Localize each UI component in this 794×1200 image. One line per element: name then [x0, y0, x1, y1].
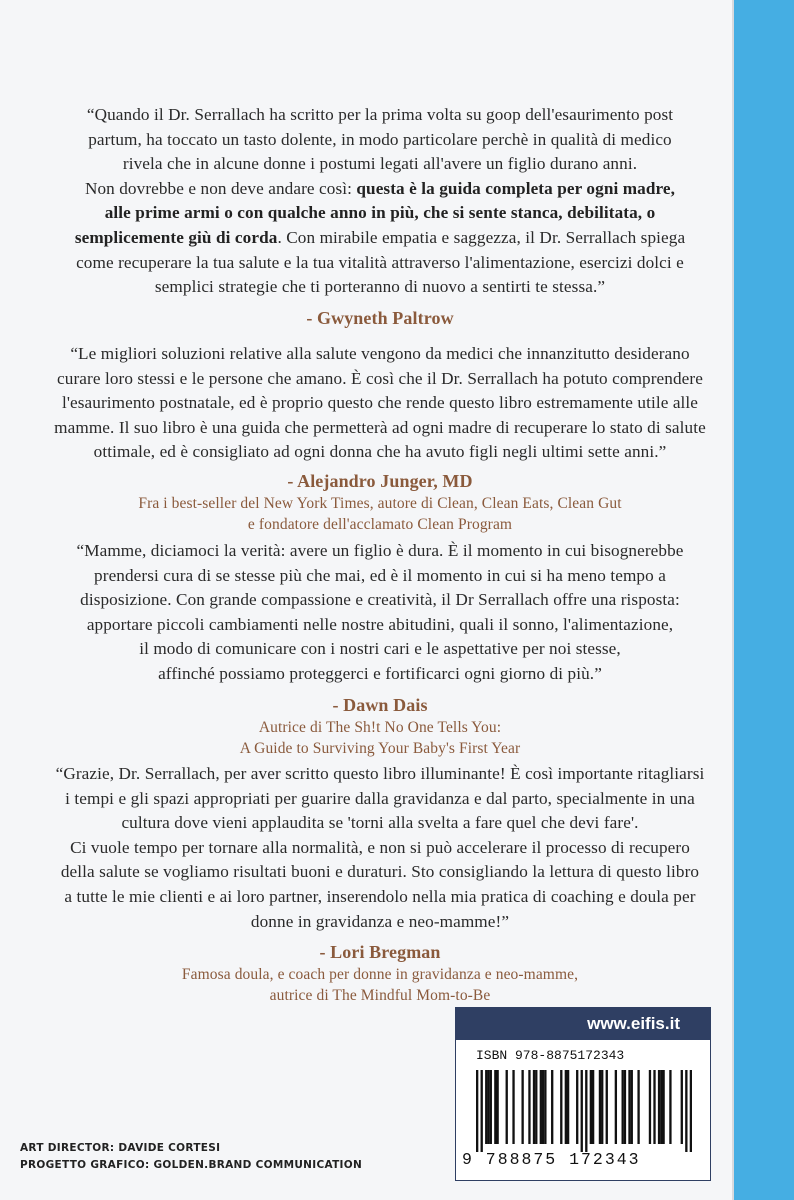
quote-line: Non dovrebbe e non deve andare così:: [84, 178, 357, 198]
testimonial-quote: [30, 539, 730, 687]
barcode-bar: [658, 1070, 660, 1144]
barcode-bar: [542, 1070, 544, 1144]
barcode-bar: [494, 1070, 496, 1144]
quote-line: della salute se vogliamo risultati buoni e duraturi. Sto consigliando la lettura di questo libro: [60, 862, 700, 882]
barcode-bar: [681, 1070, 683, 1144]
quote-line: a tutte le mie clienti e ai loro partner, inserendolo nella mia pratica di coaching e doula per: [64, 886, 696, 906]
quote-line: come recuperare la tua salute e la tua vitalità attraverso l'alimentazione, esercizi dolci e: [76, 252, 684, 272]
isbn-box: [455, 1007, 711, 1181]
quote-line: i tempi e gli spazi appropriati per guarire dalla gravidanza e dal parto, specialmente in una: [65, 788, 695, 808]
barcode-bar: [631, 1070, 633, 1144]
quote-emphasis: alle prime armi o con qualche anno in più, che si sente stanca, debilitata, o: [104, 203, 656, 223]
barcode-bar: [690, 1070, 692, 1152]
testimonial-quote: [30, 342, 730, 465]
quote-line: mamme. Il suo libro è una guida che permetterà ad ogni madre di recuperare lo stato di salute: [54, 417, 706, 437]
quote-line: prendersi cura di se stesse più che mai, ed è il momento in cui si ha meno tempo a: [94, 565, 666, 585]
barcode-bar: [565, 1070, 567, 1144]
quote-line: semplici strategie che ti porteranno di nuovo a sentirti te stessa.”: [154, 277, 606, 297]
design-credit: PROGETTO GRAFICO: GOLDEN.BRAND COMMUNICATION: [20, 1159, 363, 1171]
barcode-bar: [590, 1070, 592, 1144]
barcode-bar: [485, 1070, 487, 1144]
testimonial-paltrow: [30, 103, 730, 330]
barcode-bar: [653, 1070, 655, 1144]
barcode-bar: [660, 1070, 662, 1144]
quote-line: . Con mirabile empatia e saggezza, il Dr. Serrallach spiega: [277, 227, 686, 247]
quote-line: il modo di comunicare con i nostri cari e le aspettative per noi stesse,: [139, 639, 621, 659]
quote-line: l'esaurimento postnatale, ed è proprio questo che rende questo libro estremamente utile alle: [61, 393, 699, 413]
quote-line: “Grazie, Dr. Serrallach, per aver scritto questo libro illuminante! È così importante ritagliarsi: [55, 764, 705, 783]
barcode-bar: [622, 1070, 624, 1144]
quote-line: disposizione. Con grande compassione e creatività, il Dr Serrallach offre una risposta:: [80, 590, 680, 610]
testimonial-quote: [30, 762, 730, 934]
barcode-bar: [628, 1070, 630, 1144]
quote-line: “Mamme, diciamoci la verità: avere un figlio è dura. È il momento in cui bisognerebbe: [76, 541, 684, 560]
barcode-bar: [601, 1070, 603, 1144]
quote-line: Ci vuole tempo per tornare alla normalità, e non si può accelerare il processo di recupero: [70, 837, 690, 857]
author-role: Autrice di The Sh!t No One Tells You:: [258, 718, 502, 736]
barcode-bar: [669, 1070, 671, 1144]
barcode-bar: [490, 1070, 492, 1144]
quote-line: cultura dove vieni applaudita se 'torni alla svelta a fare quel che devi fare'.: [121, 813, 639, 833]
barcode-bar: [585, 1070, 587, 1152]
quote-line: donne in gravidanza e neo-mamme!”: [250, 911, 510, 931]
barcode-bar: [592, 1070, 594, 1144]
barcode-bar: [560, 1070, 562, 1144]
barcode-bar: [606, 1070, 608, 1144]
quote-line: curare loro stessi e le persone che amano. È così che il Dr. Serrallach ha potuto comprendere: [57, 368, 703, 388]
barcode-bar: [567, 1070, 569, 1144]
quote-line: affinché possiamo proteggerci e fortificarci ogni giorno di più.”: [158, 663, 602, 683]
author-role: autrice di The Mindful Mom-to-Be: [269, 987, 491, 1005]
barcode: [476, 1070, 692, 1152]
quote-line: rivela che in alcune donne i postumi legati all'avere un figlio durano anni.: [122, 154, 638, 174]
barcode-bar: [624, 1070, 626, 1144]
barcode-bar: [615, 1070, 617, 1144]
author-role: A Guide to Surviving Your Baby's First Year: [239, 739, 521, 757]
author-role: Famosa doula, e coach per donne in gravidanza e neo-mamme,: [181, 966, 579, 984]
testimonial-author: - Dawn Dais: [332, 694, 428, 715]
publisher-website: www.eifis.it: [456, 1008, 710, 1040]
quote-line: partum, ha toccato un tasto dolente, in modo particolare perchè in qualità di medico: [88, 129, 672, 149]
barcode-bar: [533, 1070, 535, 1144]
barcode-bar: [540, 1070, 542, 1144]
barcode-bar: [506, 1070, 508, 1144]
book-spine: [734, 0, 794, 1200]
barcode-bar: [512, 1070, 514, 1144]
quote-emphasis: semplicemente giù di corda: [74, 227, 278, 247]
barcode-number: 9 788875 172343: [462, 1150, 641, 1169]
quote-line: apportare piccoli cambiamenti nelle nostre abitudini, quali il sonno, l'alimentazione,: [86, 614, 674, 634]
barcode-bar: [581, 1070, 583, 1152]
barcode-bar: [551, 1070, 553, 1144]
barcode-bar: [649, 1070, 651, 1144]
quote-line: ottimale, ed è consigliato ad ogni donna che ha avuto figli negli ultimi sette anni.”: [93, 442, 667, 462]
quote-emphasis: questa è la guida completa per ogni madre,: [356, 178, 676, 198]
testimonial-dais: [30, 539, 730, 759]
quote-line: “Quando il Dr. Serrallach ha scritto per la prima volta su goop dell'esaurimento post: [86, 105, 674, 124]
quote-line: “Le migliori soluzioni relative alla salute vengono da medici che innanzitutto desiderano: [70, 344, 690, 363]
testimonial-bregman: [30, 762, 730, 1006]
barcode-bar: [637, 1070, 639, 1144]
barcode-bar: [685, 1070, 687, 1152]
barcode-bar: [487, 1070, 489, 1144]
art-director-credit: ART DIRECTOR: DAVIDE CORTESI: [20, 1142, 221, 1154]
testimonial-author: - Alejandro Junger, MD: [287, 470, 473, 491]
author-role: e fondatore dell'acclamato Clean Program: [247, 515, 513, 533]
testimonial-quote: [30, 103, 730, 300]
barcode-bar: [535, 1070, 537, 1144]
barcode-bar: [481, 1070, 483, 1152]
author-role: Fra i best-seller del New York Times, autore di Clean, Clean Eats, Clean Gut: [138, 494, 622, 512]
barcode-bar: [476, 1070, 478, 1152]
testimonial-author: - Gwyneth Paltrow: [306, 307, 454, 328]
isbn-text: ISBN 978-8875172343: [476, 1048, 625, 1063]
barcode-bar: [496, 1070, 498, 1144]
barcode-bar: [599, 1070, 601, 1144]
barcode-bar: [662, 1070, 664, 1144]
testimonial-junger: [30, 342, 730, 535]
testimonial-author: - Lori Bregman: [319, 942, 441, 963]
barcode-bar: [576, 1070, 578, 1144]
barcode-bar: [521, 1070, 523, 1144]
barcode-bar: [544, 1070, 546, 1144]
barcode-bar: [528, 1070, 530, 1144]
